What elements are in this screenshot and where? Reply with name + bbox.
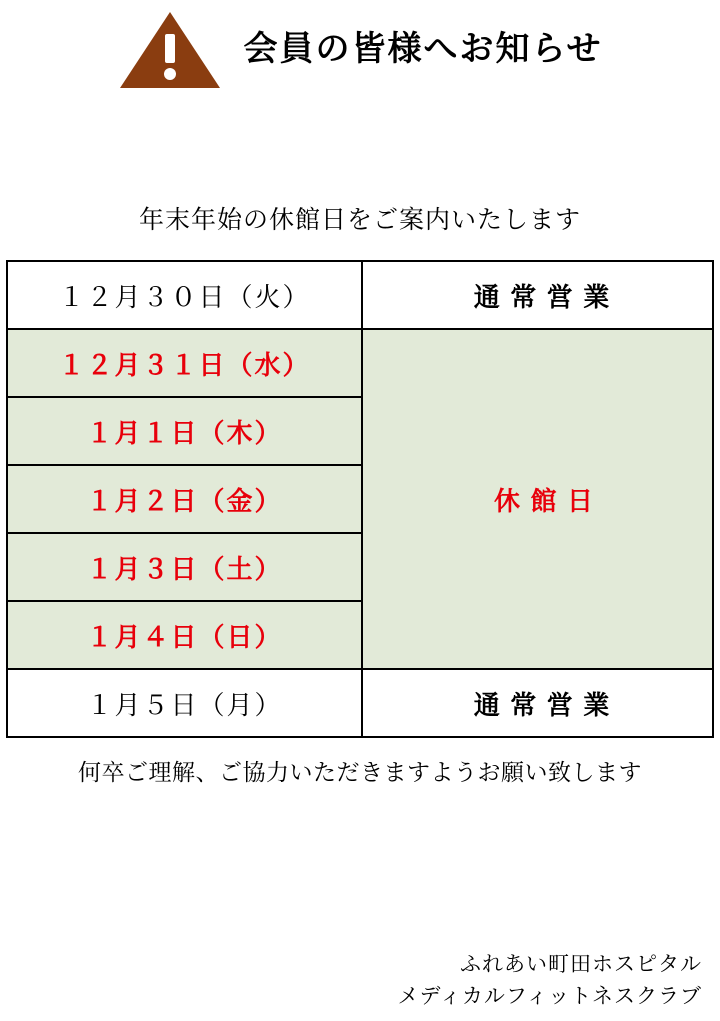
schedule-date: １月２日（金）: [7, 465, 362, 533]
schedule-date: １月１日（木）: [7, 397, 362, 465]
signature-block: [398, 948, 702, 1013]
lead-text: 年末年始の休館日をご案内いたします: [138, 207, 581, 234]
closing-text: 何卒ご理解、ご協力いただきますようお願い致します: [78, 760, 642, 785]
page-title: 会員の皆様へお知らせ: [243, 31, 603, 68]
table-row: [7, 329, 713, 397]
schedule-table: [6, 260, 714, 738]
notice-header: [0, 0, 720, 90]
signature-line-1: ふれあい町田ホスピタル: [460, 951, 702, 976]
schedule-status: 通 常 営 業: [362, 261, 713, 329]
schedule-date: １２月３１日（水）: [7, 329, 362, 397]
table-row: [7, 261, 713, 329]
table-row: [7, 669, 713, 737]
signature-line-2: メディカルフィットネスクラブ: [397, 984, 702, 1009]
schedule-status: 通 常 営 業: [362, 669, 713, 737]
schedule-date: １月５日（月）: [7, 669, 362, 737]
schedule-date: １２月３０日（火）: [7, 261, 362, 329]
schedule-date: １月３日（土）: [7, 533, 362, 601]
schedule-date: １月４日（日）: [7, 601, 362, 669]
schedule-table-wrapper: [3, 260, 717, 738]
schedule-status-closed: 休 館 日: [362, 329, 713, 669]
warning-triangle-icon: [118, 10, 222, 90]
